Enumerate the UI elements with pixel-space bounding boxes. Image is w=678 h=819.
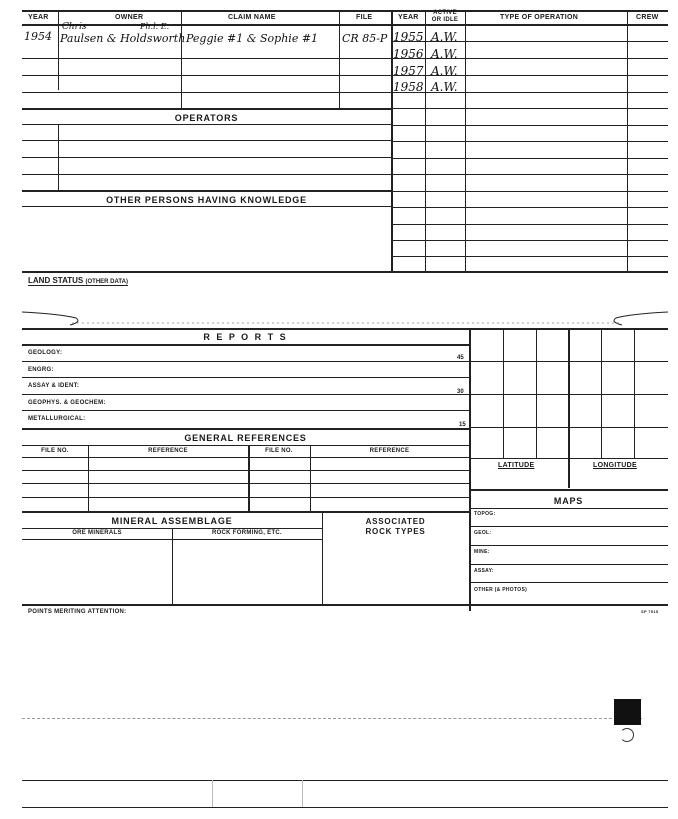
report-geology: GEOLOGY: — [28, 350, 63, 356]
activity-status: A.W. — [431, 30, 458, 44]
activity-year: 1955 — [393, 30, 424, 44]
rule — [391, 240, 668, 241]
operators-title: OPERATORS — [174, 113, 239, 123]
rule — [22, 328, 668, 330]
punch-hole-icon — [620, 728, 634, 742]
grid-line — [634, 328, 635, 458]
rule — [469, 508, 668, 509]
col-divider — [310, 445, 311, 511]
latitude-label: LATITUDE — [498, 462, 535, 469]
rule — [469, 526, 668, 527]
grid-line — [469, 394, 668, 395]
rule — [22, 780, 668, 781]
report-metallurgical: METALLURGICAL: — [28, 416, 86, 422]
grid-line — [536, 328, 537, 458]
rule — [22, 445, 469, 446]
activity-status: A.W. — [431, 64, 458, 78]
rule — [469, 489, 668, 491]
entry-owner-line1b: Ph.l. E. — [140, 22, 170, 31]
form-number: SP 7515 — [641, 609, 659, 614]
rule — [469, 545, 668, 546]
rule — [391, 125, 668, 126]
report-geophys: GEOPHYS. & GEOCHEM: — [28, 400, 106, 406]
report-number: 45 — [457, 355, 464, 361]
map-other: OTHER (& PHOTOS) — [474, 587, 528, 593]
grid-line — [568, 328, 570, 488]
activity-year: 1957 — [393, 64, 424, 78]
grid-line — [503, 328, 504, 458]
activity-year: 1958 — [393, 80, 424, 94]
entry-owner-line1: Chris — [62, 22, 87, 32]
land-status-title: LAND STATUS — [28, 276, 84, 285]
grid-line — [469, 458, 668, 459]
header-claim-name: CLAIM NAME — [228, 14, 276, 21]
entry-claim-name: Peggie #1 & Sophie #1 — [186, 32, 319, 45]
header-or-idle: OR IDLE — [431, 17, 459, 23]
rule — [22, 108, 391, 110]
longitude-label: LONGITUDE — [593, 462, 637, 469]
col-divider — [88, 445, 89, 511]
report-number: 15 — [459, 422, 466, 428]
rule — [22, 377, 469, 378]
ref-header-reference: REFERENCE — [148, 448, 188, 454]
rock-types-label: ROCK TYPES — [365, 527, 426, 536]
rule — [391, 191, 668, 192]
header-year: YEAR — [28, 14, 49, 21]
ref-header-reference-2: REFERENCE — [369, 448, 410, 454]
rule — [22, 174, 391, 175]
rule — [22, 344, 469, 346]
rule — [22, 361, 469, 362]
rule — [22, 604, 668, 606]
col-divider — [58, 10, 59, 90]
rule — [391, 158, 668, 159]
ore-minerals-label: ORE MINERALS — [72, 530, 122, 536]
rule — [391, 207, 668, 208]
header-active: ACTIVE — [433, 10, 457, 16]
maps-title: MAPS — [553, 496, 584, 506]
rule — [22, 807, 668, 808]
report-engrg: ENGRG: — [28, 367, 54, 373]
entry-owner-line2: Paulsen & Holdsworth — [60, 32, 186, 45]
rule — [391, 141, 668, 142]
dashed-divider — [22, 718, 642, 719]
rule — [22, 92, 391, 93]
rule — [22, 58, 391, 59]
ref-header-file-no-2: FILE NO. — [265, 448, 293, 454]
entry-file: CR 85-P — [342, 32, 388, 45]
activity-status: A.W. — [431, 80, 458, 94]
rule — [22, 75, 391, 76]
land-status-sublabel: (OTHER DATA) — [85, 279, 128, 285]
rule — [391, 174, 668, 175]
rule — [22, 470, 469, 471]
col-divider — [172, 528, 173, 604]
rule — [22, 394, 469, 395]
report-number: 30 — [457, 389, 464, 395]
activity-status: A.W. — [431, 47, 458, 61]
rock-forming-label: ROCK FORMING, ETC. — [211, 530, 283, 536]
associated-label: ASSOCIATED — [365, 517, 426, 526]
rule — [22, 24, 668, 26]
grid-line — [469, 361, 668, 362]
grid-line — [601, 328, 602, 458]
header-year-2: YEAR — [398, 14, 419, 21]
col-divider — [181, 10, 182, 108]
rule — [22, 271, 668, 273]
rule — [22, 190, 391, 192]
land-status-curves — [20, 308, 670, 328]
rule — [22, 10, 668, 12]
rule — [391, 256, 668, 257]
rule — [391, 108, 668, 109]
col-divider — [248, 445, 250, 511]
map-geol: GEOL: — [474, 530, 492, 536]
rule — [391, 224, 668, 225]
general-references-title: GENERAL REFERENCES — [184, 433, 307, 443]
col-divider — [212, 780, 213, 807]
col-divider — [469, 328, 471, 611]
points-meriting-label: POINTS MERITING ATTENTION: — [28, 609, 127, 615]
rule — [22, 457, 469, 458]
entry-year: 1954 — [24, 30, 52, 43]
land-status-label — [28, 276, 128, 286]
header-crew: CREW — [636, 14, 659, 21]
map-assay: ASSAY: — [474, 568, 494, 574]
report-assay: ASSAY & IDENT: — [28, 383, 80, 389]
activity-year: 1956 — [393, 47, 424, 61]
rule — [22, 483, 469, 484]
col-divider — [302, 780, 303, 807]
mineral-assemblage-title: MINERAL ASSEMBLAGE — [111, 516, 233, 526]
ref-header-file-no: FILE NO. — [41, 448, 69, 454]
rule — [22, 497, 469, 498]
rule — [469, 582, 668, 583]
header-file: FILE — [356, 14, 373, 21]
header-type-of-operation: TYPE OF OPERATION — [500, 14, 579, 21]
col-divider — [339, 10, 340, 108]
grid-line — [469, 427, 668, 428]
other-persons-title: OTHER PERSONS HAVING KNOWLEDGE — [106, 195, 307, 205]
reports-title: R E P O R T S — [203, 332, 288, 342]
registration-mark — [614, 699, 641, 725]
rule — [22, 140, 391, 141]
rule — [22, 511, 469, 513]
rule — [22, 157, 391, 158]
map-mine: MINE: — [474, 549, 490, 555]
rule — [22, 428, 469, 430]
rule — [469, 564, 668, 565]
header-owner: OWNER — [115, 14, 144, 21]
map-topog: TOPOG: — [474, 511, 496, 517]
rule — [22, 206, 391, 207]
rule — [22, 124, 391, 125]
rule — [22, 410, 469, 411]
